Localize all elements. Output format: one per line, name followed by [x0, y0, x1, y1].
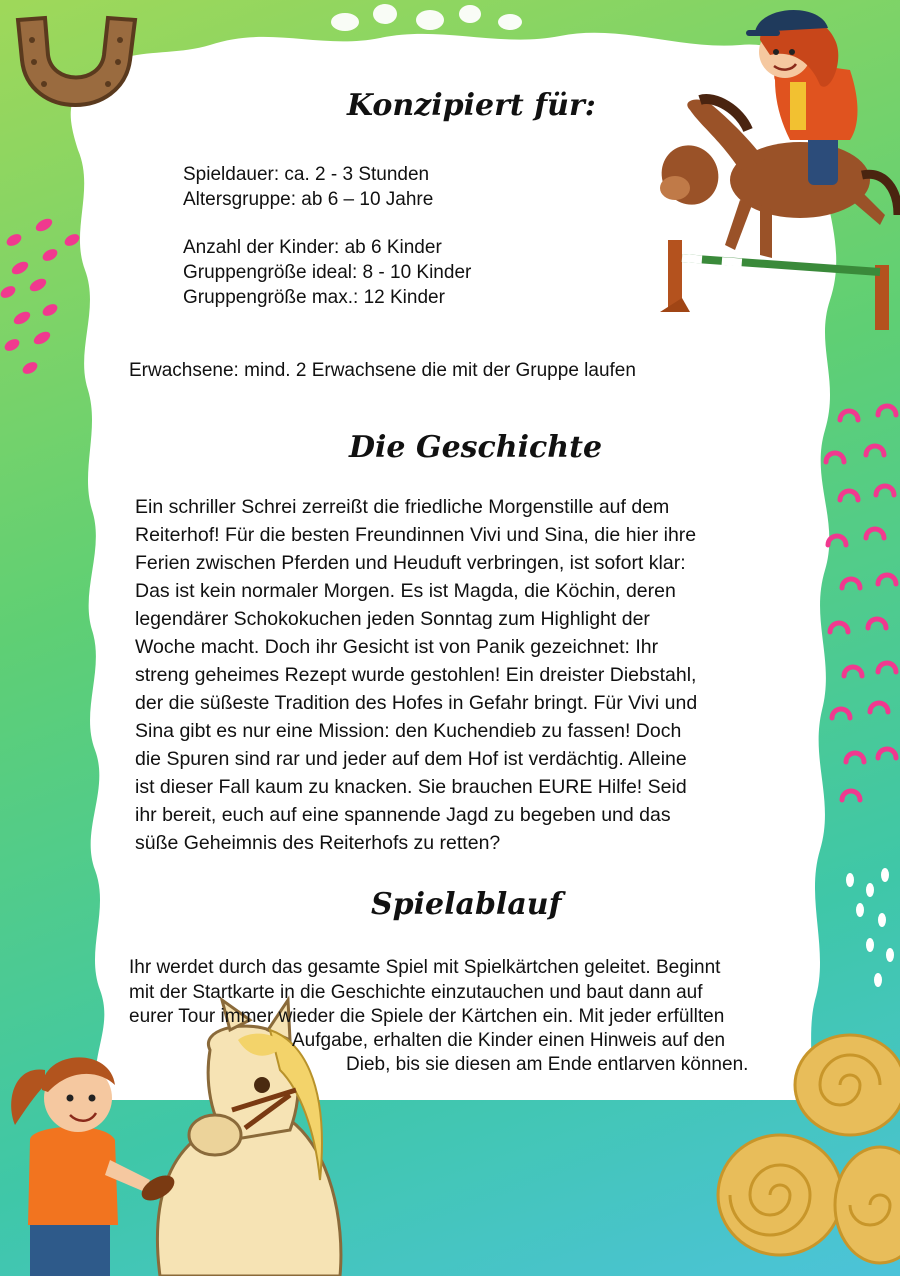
spielablauf-heading: Spielablauf	[371, 887, 562, 922]
erwachsene-line: Erwachsene: mind. 2 Erwachsene die mit der Gruppe laufen	[129, 360, 636, 381]
altersgruppe-line: Altersgruppe: ab 6 – 10 Jahre	[183, 189, 434, 210]
spielablauf-line: Dieb, bis sie diesen am Ende entlarven können.	[346, 1054, 749, 1075]
anzahl-kinder-line: Anzahl der Kinder: ab 6 Kinder	[183, 237, 442, 258]
geschichte-line: Woche macht. Doch ihr Gesicht ist von Panik gezeichnet: Ihr	[135, 636, 659, 658]
gruppengroesse-ideal-line: Gruppengröße ideal: 8 - 10 Kinder	[183, 262, 472, 283]
gruppengroesse-max-line: Gruppengröße max.: 12 Kinder	[183, 287, 445, 308]
geschichte-line: ihr bereit, euch auf eine spannende Jagd zu begeben und das	[135, 804, 671, 826]
geschichte-line: streng geheimes Rezept wurde gestohlen! Ein dreister Diebstahl,	[135, 664, 697, 686]
geschichte-line: Ferien zwischen Pferden und Heuduft verbringen, ist sofort klar:	[135, 552, 686, 574]
spielablauf-line: Aufgabe, erhalten die Kinder einen Hinweis auf den	[292, 1030, 726, 1051]
spielablauf-line: mit der Startkarte in die Geschichte einzutauchen und baut dann auf	[129, 982, 703, 1003]
geschichte-paragraph	[135, 493, 697, 857]
konzipiert-heading: Konzipiert für:	[347, 88, 596, 123]
spielablauf-line: Ihr werdet durch das gesamte Spiel mit Spielkärtchen geleitet. Beginnt	[129, 957, 721, 978]
geschichte-line: Sina gibt es nur eine Mission: den Kuchendieb zu fassen! Doch	[135, 720, 682, 742]
geschichte-line: legendärer Schokokuchen jeden Sonntag zum Highlight der	[135, 608, 650, 630]
geschichte-line: ist dieser Fall kaum zu knacken. Sie brauchen EURE Hilfe! Seid	[135, 776, 687, 798]
geschichte-line: Reiterhof! Für die besten Freundinnen Vivi und Sina, die hier ihre	[135, 524, 697, 546]
geschichte-line: Ein schriller Schrei zerreißt die friedliche Morgenstille auf dem	[135, 496, 670, 518]
geschichte-line: süße Geheimnis des Reiterhofs zu retten?	[135, 832, 501, 854]
geschichte-heading: Die Geschichte	[349, 430, 603, 465]
geschichte-line: Das ist kein normaler Morgen. Es ist Magda, die Köchin, deren	[135, 580, 676, 602]
spieldauer-line: Spieldauer: ca. 2 - 3 Stunden	[183, 164, 430, 185]
spielablauf-line: eurer Tour immer wieder die Spiele der Kärtchen ein. Mit jeder erfüllten	[129, 1006, 725, 1027]
geschichte-line: der die süßeste Tradition des Hofes in Gefahr bringt. Für Vivi und	[135, 692, 698, 714]
geschichte-line: die Spuren sind rar und jeder auf dem Hof ist verdächtig. Alleine	[135, 748, 687, 770]
